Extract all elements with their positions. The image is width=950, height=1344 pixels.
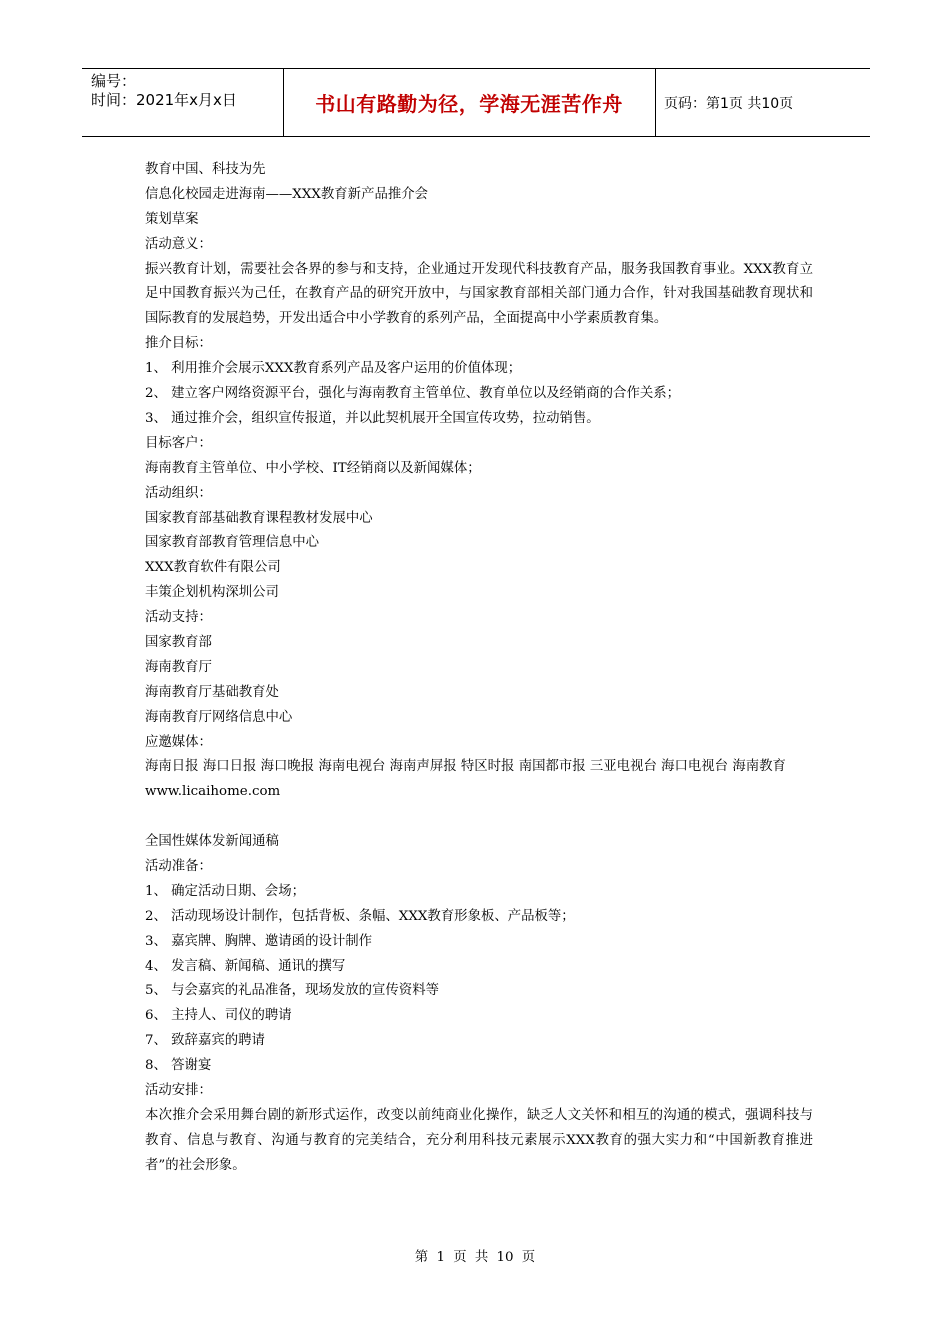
header-divider <box>655 69 656 136</box>
list-item: 7、 致辞嘉宾的聘请 <box>145 1033 265 1049</box>
heading-line: 教育中国、科技为先 <box>145 162 266 177</box>
section-label: 策划草案 <box>145 211 199 227</box>
document-number-label: 编号： <box>91 72 137 90</box>
list-item: 3、 嘉宾牌、胸牌、邀请函的设计制作 <box>145 933 373 949</box>
page-footer: 第 1 页 共 10 页 <box>414 1250 536 1265</box>
document-time-label: 时间：2021年x月x日 <box>91 91 237 109</box>
text-line: 海南教育厅网络信息中心 <box>145 709 293 725</box>
list-item: 1、 确定活动日期、会场； <box>145 883 306 899</box>
website-link[interactable]: www.licaihome.com <box>145 784 281 800</box>
list-item: 8、 答谢宴 <box>145 1058 212 1074</box>
header-page-number: 页码：第1页 共10页 <box>664 95 794 112</box>
section-heading: 活动准备： <box>145 859 212 874</box>
section-heading: 应邀媒体： <box>145 734 212 750</box>
text-line: 全国性媒体发新闻通稿 <box>145 834 279 850</box>
list-item: 2、 活动现场设计制作，包括背板、条幅、XXX教育形象板、产品板等； <box>145 908 575 924</box>
text-line: 丰策企划机构深圳公司 <box>145 585 279 601</box>
header-table <box>82 68 870 137</box>
list-item: 1、 利用推介会展示XXX教育系列产品及客户运用的价值体现； <box>145 361 522 377</box>
text-line: 国家教育部基础教育课程教材发展中心 <box>145 510 373 526</box>
section-heading: 活动支持： <box>145 610 212 626</box>
header-motto: 书山有路勤为径，学海无涯苦作舟 <box>315 92 623 116</box>
text-line: 国家教育部 <box>145 634 212 650</box>
section-heading: 活动安排： <box>145 1083 212 1099</box>
text-line: 海南教育厅 <box>145 659 212 675</box>
text-line: 国家教育部教育管理信息中心 <box>145 535 320 551</box>
list-item: 4、 发言稿、新闻稿、通讯的撰写 <box>145 958 346 974</box>
header-left-cell <box>91 72 281 110</box>
event-title: 信息化校园走进海南——XXX教育新产品推介会 <box>145 186 429 202</box>
list-item: 3、 通过推介会，组织宣传报道，并以此契机展开全国宣传攻势，拉动销售。 <box>145 410 600 426</box>
text-line: XXX教育软件有限公司 <box>145 560 281 576</box>
list-item: 6、 主持人、司仪的聘请 <box>145 1008 292 1024</box>
document-body <box>145 158 813 1179</box>
paragraph: 振兴教育计划，需要社会各界的参与和支持，企业通过开发现代科技教育产品，服务我国教育事业。XXX教育立足中国教育振兴为己任，在教育产品的研究开放中，与国家教育部相关部门通力合作，针对我国基础教育现状和国际教育的发展趋势，开发出适合中小学教育的系列产品，全面提高中小学素质教育集。 <box>145 261 813 327</box>
text-line: 海南教育主管单位、中小学校、IT经销商以及新闻媒体； <box>145 460 481 476</box>
section-heading: 目标客户： <box>145 435 212 451</box>
blank-line <box>145 805 813 830</box>
text-line: 海南教育厅基础教育处 <box>145 684 279 700</box>
section-heading: 活动意义： <box>145 236 212 252</box>
list-item: 5、 与会嘉宾的礼品准备，现场发放的宣传资料等 <box>145 983 439 999</box>
section-heading: 活动组织： <box>145 485 212 501</box>
list-item: 2、 建立客户网络资源平台，强化与海南教育主管单位、教育单位以及经销商的合作关系； <box>145 386 681 402</box>
media-list: 海南日报 海口日报 海口晚报 海南电视台 海南声屏报 特区时报 南国都市报 三亚电视台 海口电视台 海南教育 <box>145 759 786 775</box>
paragraph: 本次推介会采用舞台剧的新形式运作，改变以前纯商业化操作，缺乏人文关怀和相互的沟通的模式，强调科技与教育、信息与教育、沟通与教育的完美结合，充分利用科技元素展示XXX教育的强大实力和“中国新教育推进者”的社会形象。 <box>145 1107 813 1173</box>
section-heading: 推介目标： <box>145 336 212 352</box>
